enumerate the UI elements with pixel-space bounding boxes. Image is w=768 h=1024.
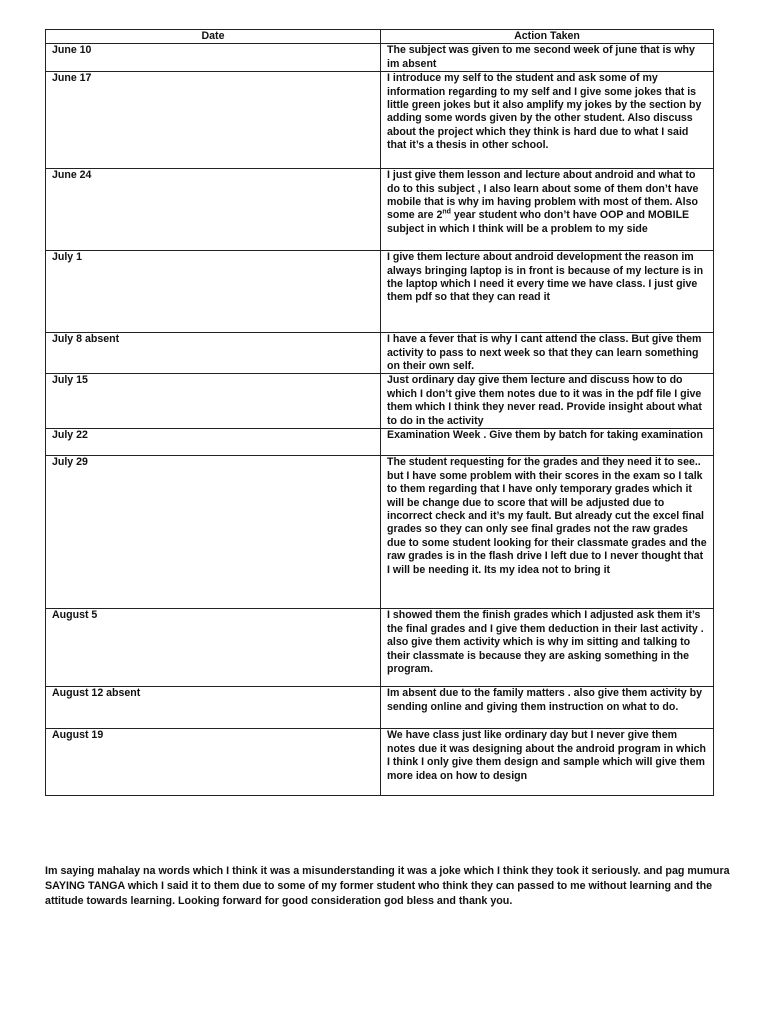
ordinal-suffix: nd (442, 208, 451, 216)
table-row (46, 44, 714, 72)
footer-note (45, 864, 735, 909)
table-row (46, 429, 714, 456)
table-row (46, 687, 714, 729)
action-text: year student who don’t have OOP and MOBILE subject in which I think will be a problem to my side (387, 209, 690, 235)
date-cell: July 8 absent (46, 333, 381, 374)
date-cell: July 15 (46, 374, 381, 429)
table-row (46, 169, 714, 251)
action-cell: I showed them the finish grades which I adjusted ask them it’s the final grades and I give them deduction in their last activity . also give them activity which is why im sitting and talking to their classmate is because they are asking something in the program. (381, 609, 714, 687)
action-text: I just give them lesson and lecture about android and what to do to this subject , I also learn about some of them don’t have mobile that is why im having problem with most of them. Also some are 2 (387, 169, 699, 222)
date-cell: July 29 (46, 456, 381, 609)
date-cell: July 22 (46, 429, 381, 456)
action-column-header: Action Taken (381, 30, 714, 44)
date-cell: August 19 (46, 729, 381, 796)
table-row (46, 729, 714, 796)
table-row (46, 333, 714, 374)
date-cell: August 5 (46, 609, 381, 687)
date-cell: June 10 (46, 44, 381, 72)
action-cell: I have a fever that is why I cant attend the class. But give them activity to pass to next week so that they can learn something on their own self. (381, 333, 714, 374)
date-column-header: Date (46, 30, 381, 44)
action-cell: The student requesting for the grades and they need it to see.. but I have some problem with their scores in the exam so I talk to them regarding that I have only temporary grades which it will be change due to score that will be adjusted due to incorrect check and it’s my fault. But already cut the excel final grades so they can only see final grades not the raw grades due to some student looking for their classmate grades and the raw grades is in the flash drive I left due to I never thought that I will be needing it. Its my idea not to bring it (381, 456, 714, 609)
date-cell: August 12 absent (46, 687, 381, 729)
table-row (46, 456, 714, 609)
date-cell: July 1 (46, 251, 381, 333)
action-cell: Examination Week . Give them by batch for taking examination (381, 429, 714, 456)
date-cell: June 17 (46, 72, 381, 169)
footer-paragraph: Im saying mahalay na words which I think it was a misunderstanding it was a joke which I think they took it seriously. and pag mumura SAYING TANGA which I said it to them due to some of my former student who think they can passed to me without learning and the attitude towards learning. Looking forward for good consideration god bless and thank you. (45, 865, 730, 907)
action-cell: We have class just like ordinary day but I never give them notes due it was designing about the android program in which I think I only give them design and sample which will give them more idea on how to design (381, 729, 714, 796)
action-cell: I introduce my self to the student and ask some of my information regarding to my self and I give some jokes that is little green jokes but it also amplify my jokes by the section by adding some words given by the other student. Also discuss about the project which they think is hard due to what I said that it’s a thesis in other school. (381, 72, 714, 169)
table-row (46, 374, 714, 429)
action-cell: Im absent due to the family matters . also give them activity by sending online and giving them instruction on what to do. (381, 687, 714, 729)
action-cell: Just ordinary day give them lecture and discuss how to do which I don’t give them notes due to it was in the pdf file I give them which I think they never read. Provide insight about what to do in the activity (381, 374, 714, 429)
date-cell: June 24 (46, 169, 381, 251)
action-cell: The subject was given to me second week of june that is why im absent (381, 44, 714, 72)
action-cell (381, 169, 714, 251)
table-row (46, 609, 714, 687)
action-log-table (45, 29, 714, 796)
action-cell: I give them lecture about android development the reason im always bringing laptop is in front is because of my lecture is in the laptop which I need it every time we have class. I just give them pdf so that they can read it (381, 251, 714, 333)
table-row (46, 251, 714, 333)
table-header-row (46, 30, 714, 44)
table-row (46, 72, 714, 169)
